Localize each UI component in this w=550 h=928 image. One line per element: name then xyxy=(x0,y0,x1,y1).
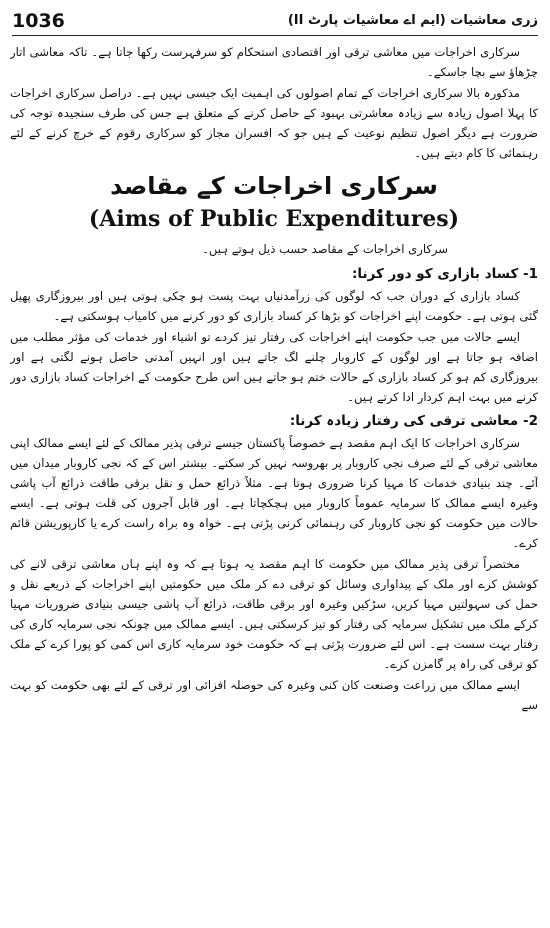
page-body xyxy=(10,42,538,924)
paragraph: سرکاری اخراجات میں معاشی ترقی اور اقتصادی استحکام کو سرفہرست رکھا جاتا ہے۔ تاکہ معاشی اتار چڑھاؤ سے بچا جاسکے۔ xyxy=(10,45,538,79)
paragraph: مذکورہ بالا سرکاری اخراجات کے تمام اصولوں کی اہمیت ایک جیسی نہیں ہے۔ دراصل سرکاری اخراجات کا پہلا اصول زیادہ سے زیادہ معاشرتی بہبود کے حاصل کرنے کے متعلق ہے جس کی طرف سنجیدہ توجہ کی ضرورت ہے دیگر اصول تنظیم نوعیت کے ہیں جو کہ افسران مجاز کو سرکاری رقوم کے خرچ کرنے کے لئے رہنمائی کا کام دیتے ہیں۔ xyxy=(10,86,538,160)
page-header xyxy=(12,6,538,36)
section-title-english: (Aims of Public Expenditures) xyxy=(88,206,460,232)
subheading-growth: 2- معاشی ترقی کی رفتار زیادہ کرنا: xyxy=(289,413,538,429)
section-intro: سرکاری اخراجات کے مقاصد حسب ذیل ہوتے ہیں۔ xyxy=(202,242,448,256)
paragraph: کساد بازاری کے دوران جب کہ لوگوں کی زرآمدنیاں بہت پست ہو چکی ہوتی ہیں اور بیروزگاری پھیل گئی ہوتی ہے۔ حکومت اپنے اخراجات کو بڑھا کر کساد بازاری کو دور کرنے میں کامیاب ہوسکتی ہے۔ xyxy=(10,289,538,323)
paragraph: سرکاری اخراجات کا ایک اہم مقصد ہے خصوصاً پاکستان جیسے ترقی پذیر ممالک کے لئے ایسے ممالک اپنی معاشی ترقی کے لئے صرف نجی کاروبار پر بھروسہ نہیں کر سکتے۔ بیشتر اس کے کہ نجی کاروبار میدان میں آئے۔ چند بنیادی خدمات کا مہیا کرنا ضروری ہوتا ہے۔ مثلاً ذرائع حمل و نقل برقی طاقت ذرائع آب پاشی وغیرہ ایسے ممالک کا سرمایہ عموماً کاروبار میں ہچکچاتا ہے۔ اور قابل آجروں کی قلت ہوتی ہے۔ ایسے حالات میں حکومت کو نجی کاروبار کی رہنمائی کرنی پڑتی ہے۔ خواہ وہ براہ راست کرے یا کارپوریشن قائم کرے۔ xyxy=(10,436,538,550)
paragraph: ایسے حالات میں جب حکومت اپنے اخراجات کی رفتار تیز کردے تو اشیاء اور خدمات کی مؤثر مطلب میں اضافہ ہو جاتا ہے اور لوگوں کے کاروبار چلنے لگ جاتے ہیں اور انہیں آمدنی حاصل ہونے لگتی ہے اور بیروزگاری کم ہو کر کساد بازاری کے حالات ختم ہو جاتے ہیں اس طرح حکومت کے اخراجات کساد بازاری دور کرنے میں بہت اہم کردار ادا کرتے ہیں۔ xyxy=(10,330,538,404)
running-head: زری معاشیات (ایم اے معاشیات پارٹ II) xyxy=(287,13,538,28)
paragraph: ایسے ممالک میں زراعت وصنعت کان کنی وغیرہ کی حوصلہ افزائی اور ترقی کے لئے بھی حکومت کو بہت سے xyxy=(10,678,538,712)
paragraph: مختصراً ترقی پذیر ممالک میں حکومت کا اہم مقصد یہ ہوتا ہے کہ وہ اپنے ہاں معاشی ترقی لانے کی کوشش کرے اور ملک کے پیداواری وسائل کو ترقی دے کر ملک میں حکومتیں اپنے اخراجات کے ذریعے نقل و حمل کی سہولتیں مہیا کریں، سڑکیں وغیرہ اور برقی طاقت، ذرائع آب پاشی جیسی بنیادی ضروریات مہیا کرکے ملک میں تشکیل سرمایہ کی رفتار کو تیز کرسکتی ہیں۔ ایسے ممالک میں چونکہ نجی سرمایہ کاری کی رفتار بہت سست ہے۔ اس لئے ضرورت پڑتی ہے کہ حکومت خود سرمایہ کاری اس کمی کو پورا کرے کے ملک کو ترقی کی راہ پر گامزن کرے۔ xyxy=(10,557,538,671)
subheading-recession: 1- کساد بازاری کو دور کرنا: xyxy=(352,266,538,282)
section-title: سرکاری اخراجات کے مقاصد xyxy=(110,172,438,200)
page-number: 1036 xyxy=(12,9,65,32)
